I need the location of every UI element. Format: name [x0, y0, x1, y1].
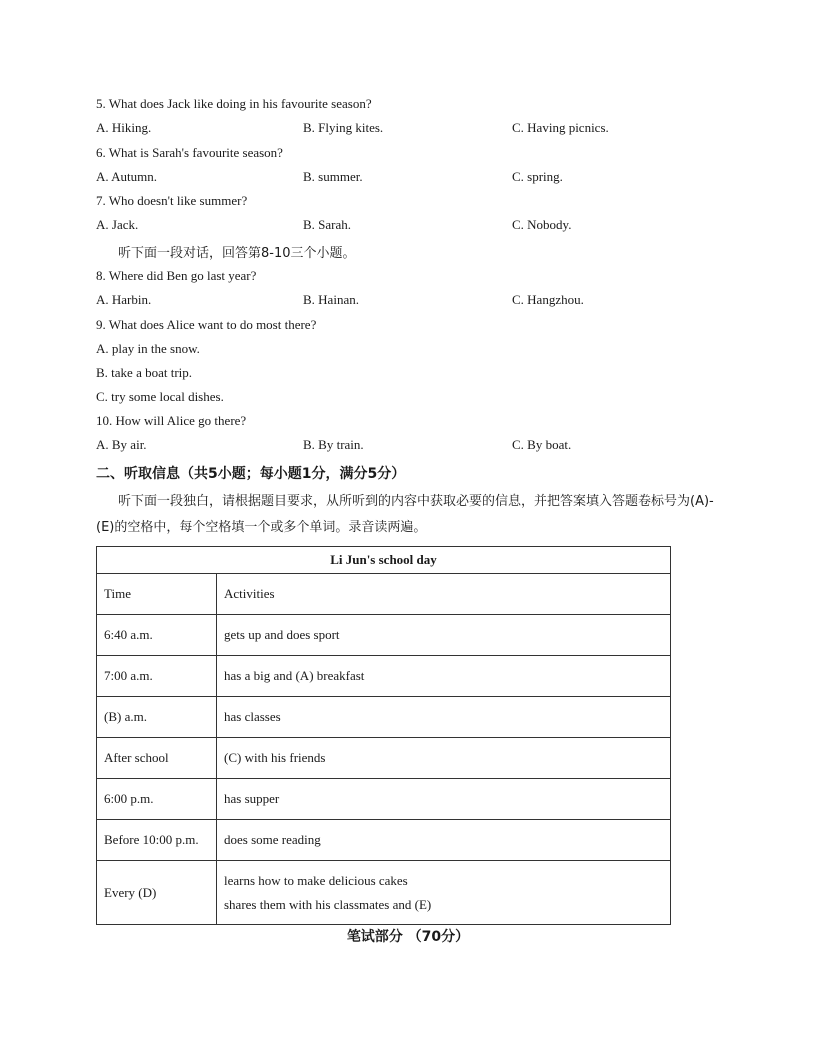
header-time: Time: [97, 574, 217, 615]
q8-option-c: C. Hangzhou.: [512, 292, 584, 307]
table-row: [97, 820, 671, 861]
table-row: [97, 861, 671, 925]
row-activity-line-1: learns how to make delicious cakes: [224, 872, 408, 888]
question-7-options: [96, 217, 716, 235]
q7-option-a: A. Jack.: [96, 217, 139, 232]
row-time: After school: [97, 738, 217, 779]
row-time: (B) a.m.: [97, 697, 217, 738]
written-section-heading: 笔试部分 （70分）: [346, 929, 470, 945]
question-10-options: [96, 437, 716, 455]
instruction-8-10: 听下面一段对话，回答第8-10三个小题。: [118, 246, 356, 261]
row-activity: has supper: [217, 779, 671, 820]
table-caption: Li Jun's school day: [97, 547, 671, 574]
question-10-stem: 10. How will Alice go there?: [96, 413, 247, 428]
question-7-stem: 7. Who doesn't like summer?: [96, 193, 248, 208]
table-row: [97, 779, 671, 820]
row-activity: gets up and does sport: [217, 615, 671, 656]
question-8-options: [96, 292, 716, 310]
table-caption-row: [97, 547, 671, 574]
question-6-stem: 6. What is Sarah's favourite season?: [96, 145, 283, 160]
q6-option-b: B. summer.: [303, 169, 363, 184]
q7-option-b: B. Sarah.: [303, 217, 352, 232]
row-activity: has classes: [217, 697, 671, 738]
q5-option-a: A. Hiking.: [96, 120, 152, 135]
row-activity-line-2: shares them with his classmates and (E): [224, 896, 432, 912]
row-time: Every (D): [97, 861, 217, 925]
question-8-stem: 8. Where did Ben go last year?: [96, 268, 257, 283]
row-time: 6:00 p.m.: [97, 779, 217, 820]
q9-option-c: C. try some local dishes.: [96, 389, 224, 404]
q5-option-c: C. Having picnics.: [512, 120, 609, 135]
q10-option-c: C. By boat.: [512, 437, 572, 452]
q9-option-b: B. take a boat trip.: [96, 365, 193, 380]
row-activity: [217, 861, 671, 925]
header-activities: Activities: [217, 574, 671, 615]
question-5-stem: 5. What does Jack like doing in his favourite season?: [96, 96, 372, 111]
q6-option-c: C. spring.: [512, 169, 563, 184]
q5-option-b: B. Flying kites.: [303, 120, 384, 135]
table-row: [97, 697, 671, 738]
q10-option-b: B. By train.: [303, 437, 364, 452]
table-row: [97, 656, 671, 697]
section-2-instruction: 听下面一段独白，请根据题目要求，从所听到的内容中获取必要的信息，并把答案填入答题卷标号为(A)-(E)的空格中，每个空格填一个或多个单词。录音读两遍。: [96, 494, 714, 535]
q7-option-c: C. Nobody.: [512, 217, 572, 232]
q8-option-a: A. Harbin.: [96, 292, 152, 307]
question-5-options: [96, 120, 716, 138]
section-2-title: 二、听取信息（共5小题；每小题1分，满分5分）: [96, 466, 406, 482]
q8-option-b: B. Hainan.: [303, 292, 359, 307]
question-9-stem: 9. What does Alice want to do most there?: [96, 317, 317, 332]
school-day-table: [96, 546, 671, 925]
row-time: Before 10:00 p.m.: [97, 820, 217, 861]
table-row: [97, 615, 671, 656]
row-time: 7:00 a.m.: [97, 656, 217, 697]
question-6-options: [96, 169, 716, 187]
q10-option-a: A. By air.: [96, 437, 147, 452]
q6-option-a: A. Autumn.: [96, 169, 158, 184]
table-header-row: [97, 574, 671, 615]
row-time: 6:40 a.m.: [97, 615, 217, 656]
table-row: [97, 738, 671, 779]
row-activity: has a big and (A) breakfast: [217, 656, 671, 697]
row-activity: does some reading: [217, 820, 671, 861]
row-activity: (C) with his friends: [217, 738, 671, 779]
q9-option-a: A. play in the snow.: [96, 341, 200, 356]
